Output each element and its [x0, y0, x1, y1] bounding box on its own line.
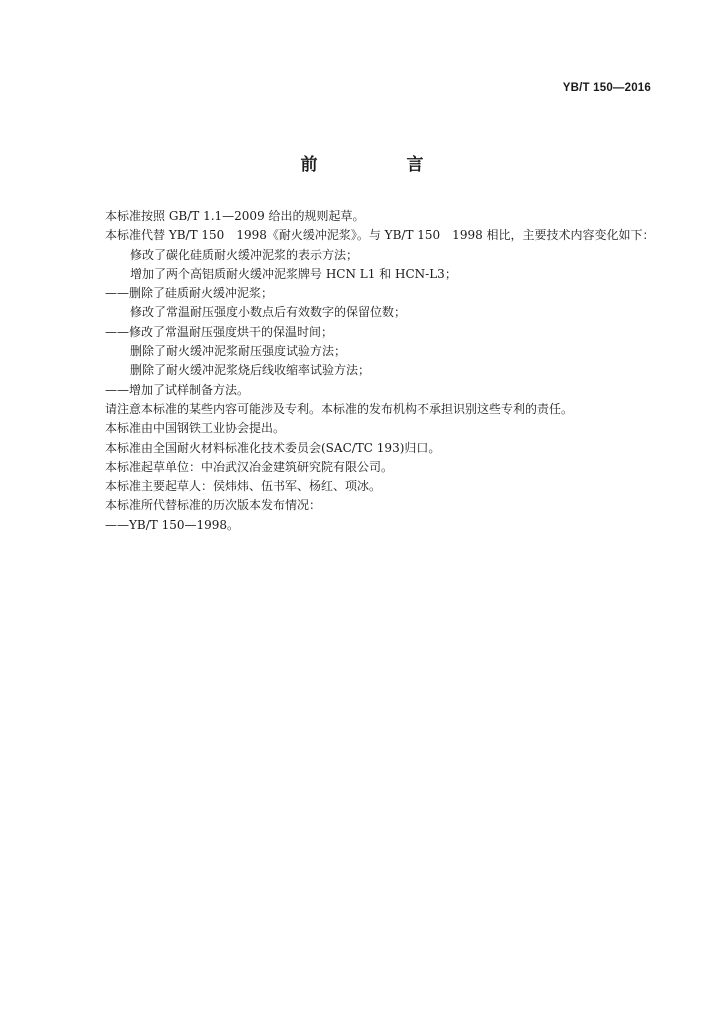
drafters-line: 本标准主要起草人：侯炜炜、伍书军、杨红、项冰。: [105, 479, 382, 494]
history-item: ——YB/T 150—1998。: [105, 517, 240, 532]
patent-notice: 请注意本标准的某些内容可能涉及专利。本标准的发布机构不承担识别这些专利的责任。: [105, 401, 574, 416]
history-heading: 本标准所代替标准的历次版本发布情况：: [105, 498, 322, 513]
standard-code: YB/T 150—2016: [562, 82, 651, 94]
drafting-unit-line: 本标准起草单位：中冶武汉冶金建筑研究院有限公司。: [105, 459, 394, 474]
page-title: 前 言: [300, 155, 460, 175]
change-item: ——增加了试样制备方法。: [105, 382, 250, 397]
foreword-body: [105, 207, 665, 535]
committee-line: 本标准由全国耐火材料标准化技术委员会(SAC/TC 193)归口。: [105, 440, 441, 455]
foreword-line: 本标准按照 GB/T 1.1—2009 给出的规则起草。: [105, 209, 365, 223]
change-item: 删除了耐火缓冲泥浆烧后线收缩率试验方法；: [130, 363, 371, 378]
change-item: ——删除了硅质耐火缓冲泥浆；: [105, 286, 274, 301]
change-item: 增加了两个高铝质耐火缓冲泥浆牌号 HCN L1 和 HCN-L3；: [130, 266, 457, 281]
foreword-line: 本标准代替 YB/T 150 1998《耐火缓冲泥浆》。与 YB/T 150 1998 相比，主要技术内容变化如下：: [105, 228, 655, 243]
change-item: 修改了常温耐压强度小数点后有效数字的保留位数；: [130, 305, 407, 320]
change-item: 删除了耐火缓冲泥浆耐压强度试验方法；: [130, 344, 347, 359]
change-item: ——修改了常温耐压强度烘干的保温时间；: [105, 324, 334, 339]
proposer-line: 本标准由中国钢铁工业协会提出。: [105, 421, 286, 436]
change-item: 修改了碳化硅质耐火缓冲泥浆的表示方法；: [130, 247, 359, 262]
